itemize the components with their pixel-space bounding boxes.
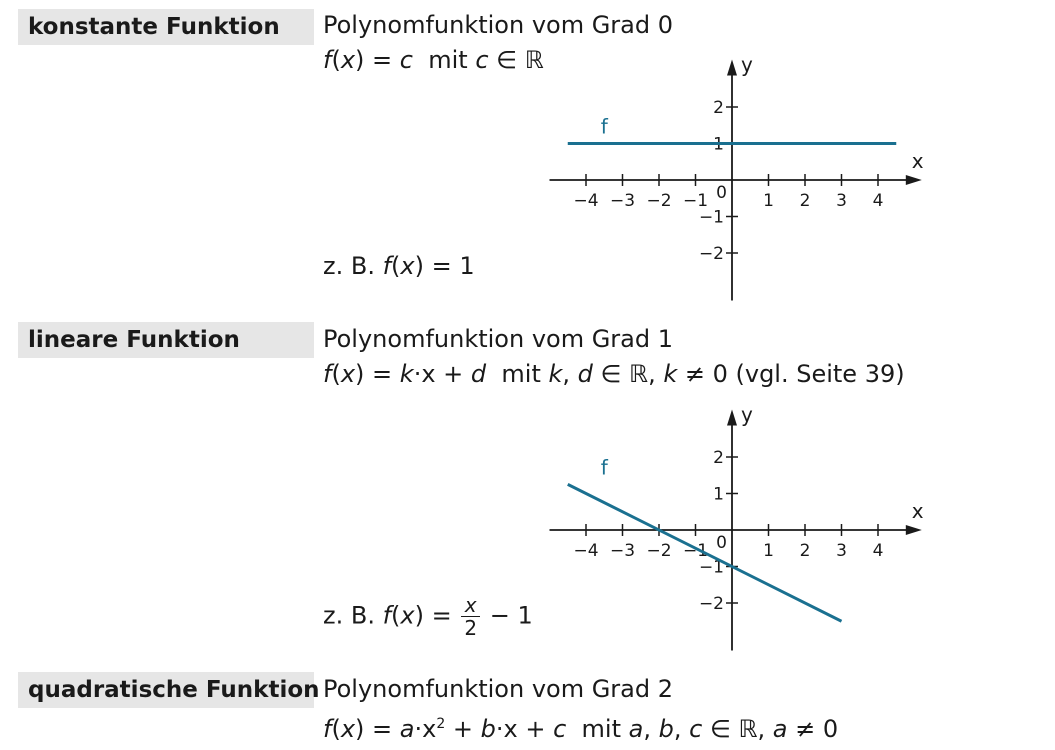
y-tick-label: 1 bbox=[713, 484, 724, 505]
x-tick-label: 2 bbox=[799, 541, 811, 561]
x-tick-label: −1 bbox=[682, 191, 709, 211]
y-axis-label: y bbox=[741, 402, 753, 427]
section-desc-quadratic bbox=[323, 674, 838, 744]
x-tick-label: 1 bbox=[763, 541, 774, 561]
x-tick-label: 3 bbox=[836, 541, 847, 561]
x-axis-arrow bbox=[906, 525, 922, 535]
function-label: f bbox=[600, 455, 608, 480]
example-constant: z. B. f(x) = 1 bbox=[323, 252, 475, 280]
x-tick-label: 3 bbox=[836, 191, 847, 211]
y-tick-label: 1 bbox=[713, 134, 724, 155]
x-tick-label: −2 bbox=[646, 541, 672, 561]
formula: $f(x) = a\cdot x^2 + b\cdot x + c$ mit a, b, c ∈ ℝ, a ≠ 0 bbox=[323, 715, 839, 743]
x-tick-label: −3 bbox=[609, 541, 636, 561]
y-axis-arrow bbox=[727, 410, 737, 426]
y-axis-label: y bbox=[741, 52, 753, 77]
x-tick-label: −4 bbox=[573, 541, 599, 561]
section-label-constant: konstante Funktion bbox=[18, 9, 314, 45]
x-axis-label: x bbox=[911, 499, 924, 523]
section-label-linear: lineare Funktion bbox=[18, 322, 314, 358]
x-tick-label: 2 bbox=[799, 191, 811, 211]
y-tick-label: −2 bbox=[698, 594, 724, 614]
x-axis-label: x bbox=[911, 149, 924, 173]
x-tick-label: 1 bbox=[763, 191, 774, 211]
formula: f(x) = c mit c ∈ ℝ bbox=[323, 46, 544, 74]
x-tick-label: 4 bbox=[872, 541, 884, 561]
desc-title: Polynomfunktion vom Grad 2 bbox=[323, 675, 674, 703]
y-tick-label: −1 bbox=[698, 557, 724, 578]
function-label: f bbox=[600, 114, 608, 139]
x-tick-label: −1 bbox=[682, 541, 709, 561]
x-tick-label: −2 bbox=[646, 191, 672, 211]
graph-linear bbox=[540, 400, 940, 640]
y-tick-label: 2 bbox=[713, 448, 724, 468]
graph-constant bbox=[540, 50, 940, 290]
section-desc-linear bbox=[323, 324, 905, 389]
section-label-quadratic: quadratische Funktion bbox=[18, 672, 314, 708]
x-tick-label: −4 bbox=[573, 191, 599, 211]
origin-label: 0 bbox=[716, 533, 727, 553]
y-tick-label: −2 bbox=[698, 244, 724, 264]
x-tick-label: −3 bbox=[609, 191, 636, 211]
x-tick-label: 4 bbox=[872, 191, 884, 211]
y-tick-label: −1 bbox=[698, 207, 724, 228]
example-linear: z. B. f(x) = $\frac{x}{2}$ − 1 bbox=[323, 593, 533, 640]
y-tick-label: 2 bbox=[713, 98, 724, 118]
y-axis-arrow bbox=[727, 60, 737, 76]
x-axis-arrow bbox=[906, 175, 922, 185]
desc-title: Polynomfunktion vom Grad 0 bbox=[323, 11, 674, 39]
origin-label: 0 bbox=[716, 183, 727, 203]
desc-title: Polynomfunktion vom Grad 1 bbox=[323, 325, 674, 353]
fraction: $\frac{x}{2}$ bbox=[461, 594, 480, 639]
formula: f(x) = k·x + d mit k, d ∈ ℝ, k ≠ 0 (vgl. Seite 39) bbox=[323, 360, 905, 388]
